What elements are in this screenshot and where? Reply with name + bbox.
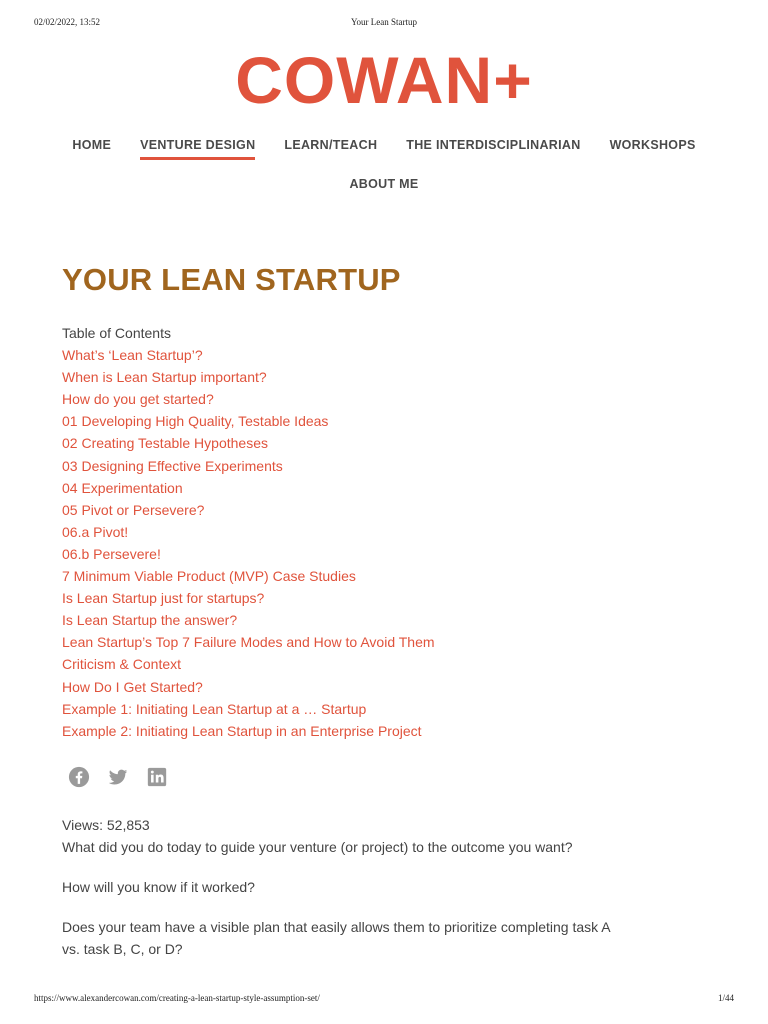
print-url: https://www.alexandercowan.com/creating-a-lean-startup-style-assumption-set/ xyxy=(34,993,320,1003)
toc-link[interactable]: What’s ‘Lean Startup’? xyxy=(62,347,203,364)
toc-link[interactable]: When is Lean Startup important? xyxy=(62,369,267,386)
article-body xyxy=(62,814,622,978)
print-datetime: 02/02/2022, 13:52 xyxy=(34,17,101,27)
view-count: Views: 52,853 xyxy=(62,817,150,833)
toc-link[interactable]: How do you get started? xyxy=(62,391,214,408)
twitter-icon[interactable] xyxy=(107,766,129,788)
print-header xyxy=(0,17,768,31)
toc-link[interactable]: 01 Developing High Quality, Testable Ideas xyxy=(62,413,329,430)
body-paragraph: Does your team have a visible plan that easily allows them to prioritize completing task A vs. task B, C, or D? xyxy=(62,919,610,957)
main-nav xyxy=(0,138,768,160)
nav-item-interdisciplinarian[interactable]: THE INTERDISCIPLINARIAN xyxy=(406,138,581,152)
nav-item-home[interactable]: HOME xyxy=(72,138,112,152)
facebook-icon[interactable] xyxy=(68,766,90,788)
toc-link[interactable]: Example 2: Initiating Lean Startup in an Enterprise Project xyxy=(62,722,422,739)
toc-link[interactable]: Example 1: Initiating Lean Startup at a … Startup xyxy=(62,700,367,717)
toc-link[interactable]: 06.a Pivot! xyxy=(62,523,129,540)
nav-item-venture-design[interactable]: VENTURE DESIGN xyxy=(140,138,255,160)
print-page-number: 1/44 xyxy=(717,993,734,1003)
toc-link[interactable]: Criticism & Context xyxy=(62,656,182,673)
social-share-bar xyxy=(68,766,168,788)
toc-link[interactable]: Lean Startup’s Top 7 Failure Modes and How to Avoid Them xyxy=(62,634,435,651)
print-title: Your Lean Startup xyxy=(350,17,418,27)
toc-link[interactable]: 7 Minimum Viable Product (MVP) Case Studies xyxy=(62,568,356,585)
page-title: YOUR LEAN STARTUP xyxy=(62,262,401,297)
main-nav-row2 xyxy=(0,177,768,196)
body-paragraph: How will you know if it worked? xyxy=(62,879,255,895)
body-paragraph: What did you do today to guide your venture (or project) to the outcome you want? xyxy=(62,839,573,855)
toc-link[interactable]: Is Lean Startup the answer? xyxy=(62,612,238,629)
toc-link[interactable]: How Do I Get Started? xyxy=(62,678,203,695)
site-logo[interactable]: COWAN+ xyxy=(235,43,533,117)
toc-link[interactable]: 03 Designing Effective Experiments xyxy=(62,457,283,474)
print-footer xyxy=(0,993,768,1007)
toc-link[interactable]: 05 Pivot or Persevere? xyxy=(62,501,205,518)
nav-item-learn-teach[interactable]: LEARN/TEACH xyxy=(284,138,378,152)
toc-link[interactable]: Is Lean Startup just for startups? xyxy=(62,590,265,607)
nav-item-about-me[interactable]: ABOUT ME xyxy=(349,177,419,191)
toc-link[interactable]: 06.b Persevere! xyxy=(62,545,161,562)
nav-item-workshops[interactable]: WORKSHOPS xyxy=(609,138,696,152)
table-of-contents xyxy=(62,322,622,742)
toc-link[interactable]: 02 Creating Testable Hypotheses xyxy=(62,435,268,452)
toc-heading: Table of Contents xyxy=(62,325,171,341)
linkedin-icon[interactable] xyxy=(146,766,168,788)
toc-link[interactable]: 04 Experimentation xyxy=(62,479,183,496)
